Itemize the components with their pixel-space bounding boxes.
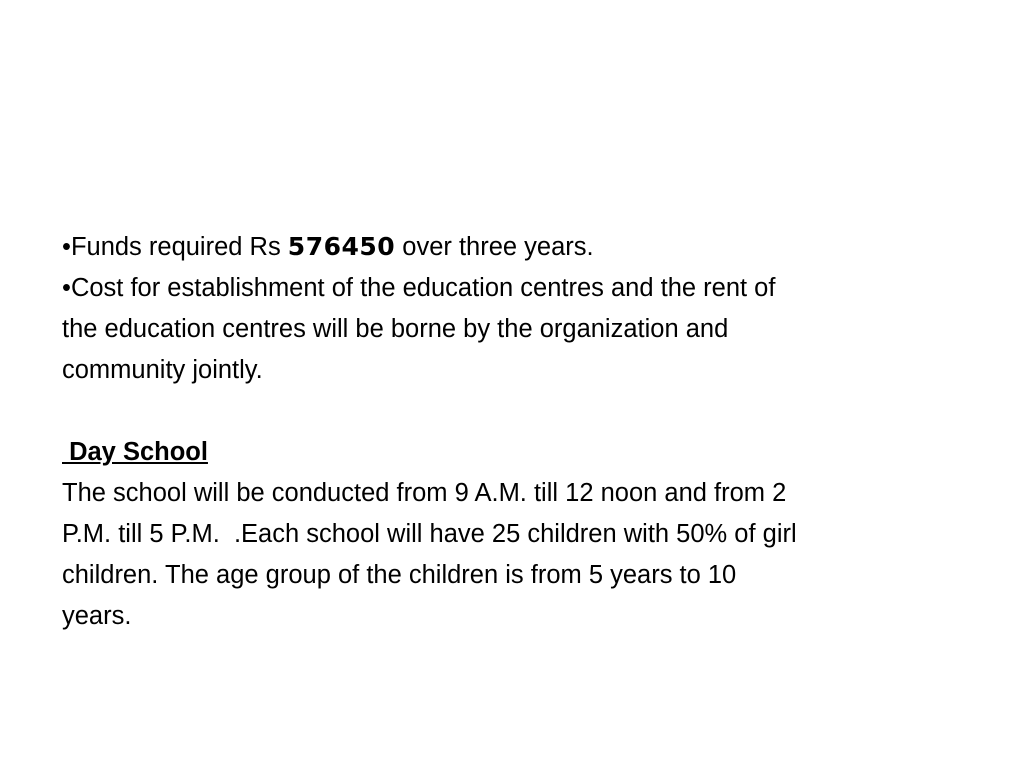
paragraph-spacer	[62, 391, 982, 432]
funds-prefix-text: Funds required Rs	[70, 233, 288, 261]
funds-suffix-text: over three years.	[395, 233, 594, 261]
day-school-text-line-2: P.M. till 5 P.M. .Each school will have 25 children with 50% of girl	[62, 520, 797, 548]
day-school-heading-line	[62, 432, 982, 473]
cost-bullet-line-1	[62, 268, 982, 309]
slide-body	[62, 226, 982, 637]
bullet-glyph: •	[62, 274, 71, 302]
funds-bullet-line	[62, 226, 982, 268]
cost-text-line-2: the education centres will be borne by the organization and	[62, 315, 729, 343]
day-school-heading: Day School	[62, 438, 208, 466]
cost-text-line-3: community jointly.	[62, 356, 263, 384]
cost-text-line: Cost for establishment of the education centres and the rent of	[70, 274, 776, 302]
day-school-text-line-1: The school will be conducted from 9 A.M. till 12 noon and from 2	[62, 479, 787, 507]
day-school-text-line-4: years.	[62, 602, 132, 630]
funds-amount: 576450	[287, 232, 396, 261]
day-school-text-line-3: children. The age group of the children is from 5 years to 10	[62, 561, 737, 589]
bullet-glyph: •	[62, 233, 71, 261]
